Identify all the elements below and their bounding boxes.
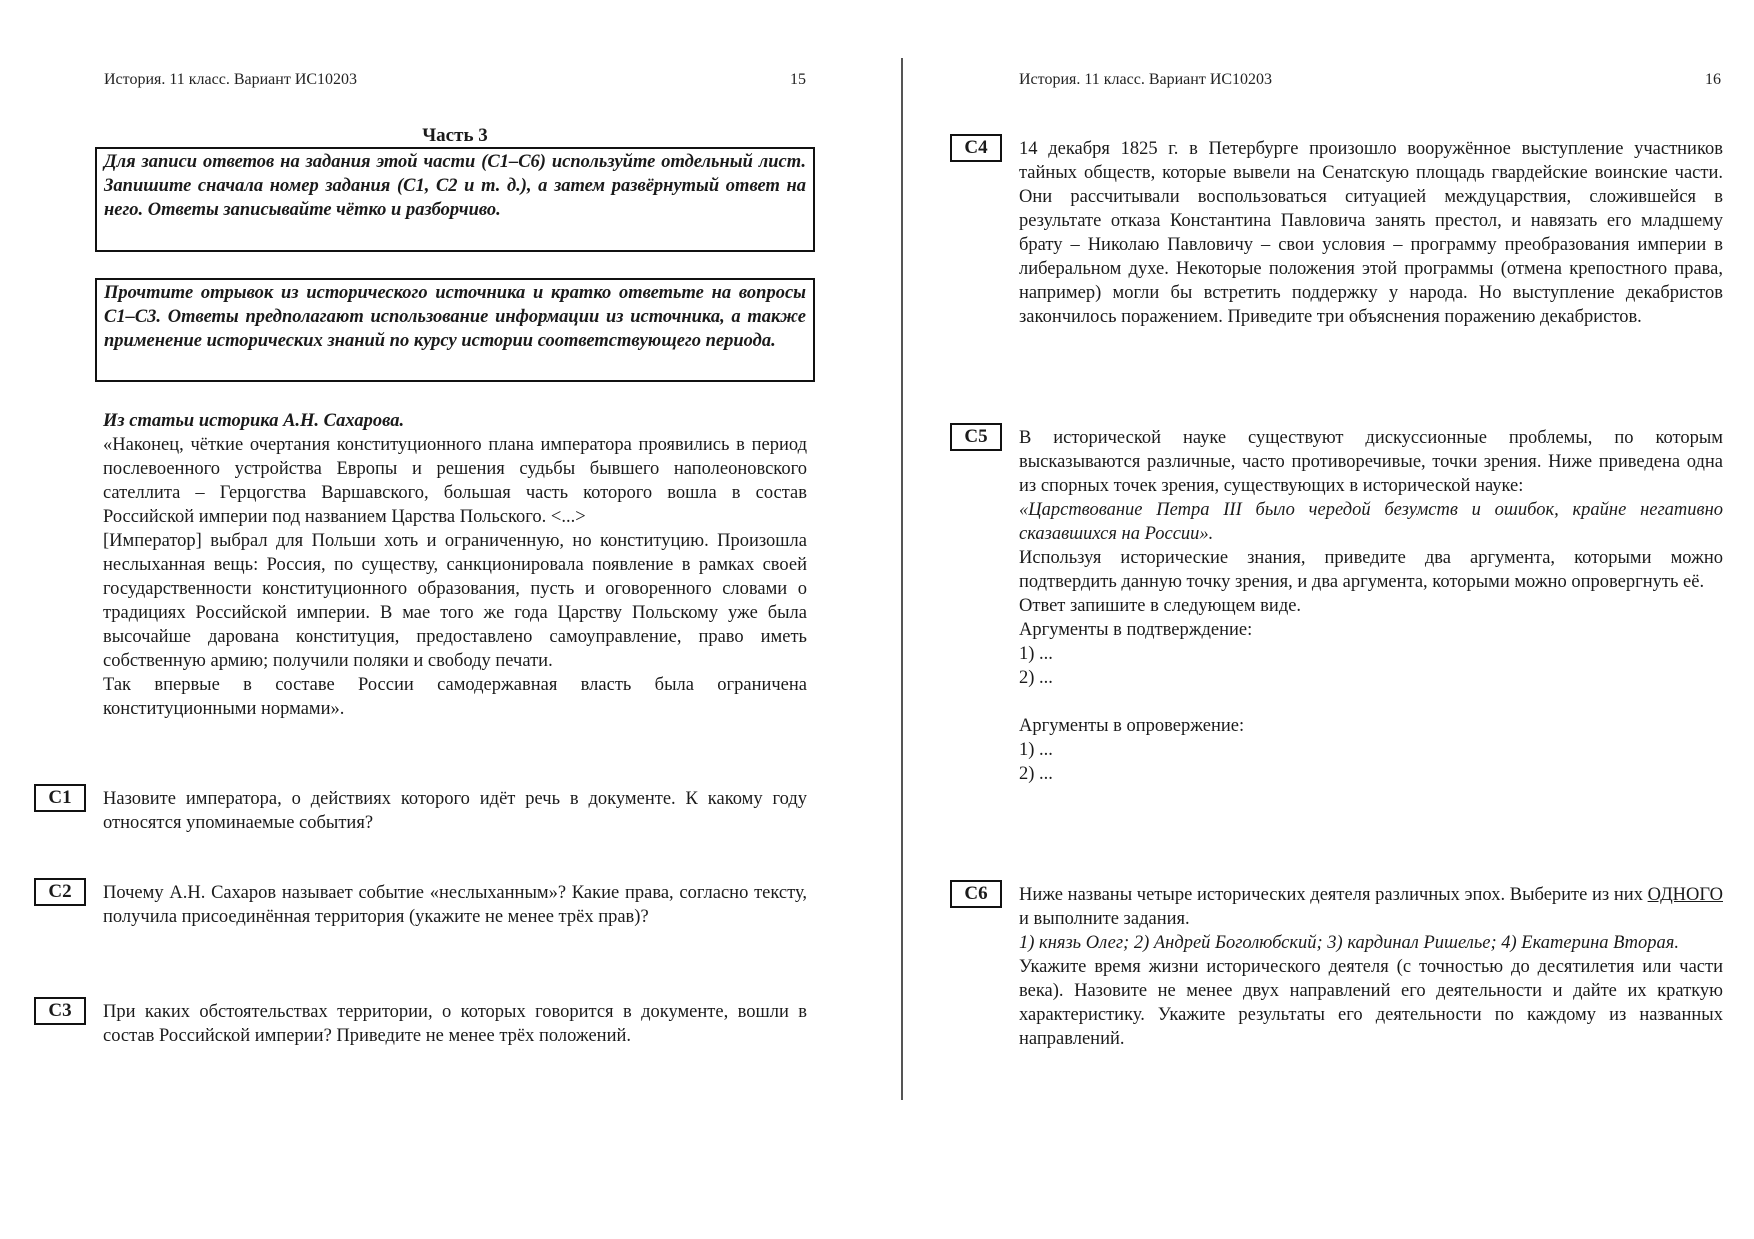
c5-con-1: 1) ... — [1019, 740, 1053, 760]
question-c6-body — [1019, 883, 1723, 1051]
c5-answer-form: Ответ запишите в следующем виде. — [1019, 596, 1302, 616]
c5-pro-2: 2) ... — [1019, 668, 1053, 688]
source-paragraph-3: Так впервые в составе России самодержавная власть была ограничена конституционными нормами». — [103, 675, 807, 719]
left-page-number: 15 — [790, 71, 806, 88]
c6-figures: 1) князь Олег; 2) Андрей Боголюбский; 3) кардинал Ришелье; 4) Екатерина Вторая. — [1019, 933, 1680, 953]
c5-task: Используя исторические знания, приведите два аргумента, которыми можно подтвердить данную точку зрения, и два аргумента, которыми можно опровергнуть её. — [1019, 548, 1723, 592]
question-c1-text: Назовите императора, о действиях которого идёт речь в документе. К какому году относятся упоминаемые события? — [103, 789, 807, 833]
source-title: Из статьи историка А.Н. Сахарова. — [103, 411, 405, 431]
c6-intro — [1019, 883, 1723, 931]
c5-pro-title: Аргументы в подтверждение: — [1019, 620, 1253, 640]
question-c4-text: 14 декабря 1825 г. в Петербурге произошло вооружённое выступление участников тайных обществ, которые вывели на Сенатскую площадь гвардейские воинские части. Они рассчитывали воспользоваться ситуацией междуцарствия, сложившейся в результате отказа Константина Павловича занять престол, и навязать его младшему брату – Николаю Павловичу – свои условия – программу преобразования империи в либеральном духе. Некоторые положения этой программы (отмена крепостного права, например) могли бы встретить поддержку у народа. Но выступление декабристов закончилось поражением. Приведите три объяснения поражению декабристов. — [1019, 139, 1723, 327]
c6-intro-b: и выполните задания. — [1019, 909, 1190, 929]
c5-quote: «Царствование Петра III было чередой безумств и ошибок, крайне негативно сказавшихся на России». — [1019, 500, 1723, 544]
question-c3-text: При каких обстоятельствах территории, о которых говорится в документе, вошли в состав Российской империи? Приведите не менее трёх положений. — [103, 1002, 807, 1046]
question-c6-label: С6 — [950, 880, 1002, 908]
right-page-number: 16 — [1705, 71, 1721, 88]
question-c3-label: С3 — [34, 997, 86, 1025]
left-page-header: История. 11 класс. Вариант ИС10203 — [104, 71, 358, 88]
c5-pro-1: 1) ... — [1019, 644, 1053, 664]
part-title: Часть 3 — [422, 125, 488, 146]
question-c1-label: С1 — [34, 784, 86, 812]
source-excerpt — [103, 409, 807, 721]
right-page-header: История. 11 класс. Вариант ИС10203 — [1019, 71, 1273, 88]
question-c5-body — [1019, 426, 1723, 786]
page-divider — [901, 58, 903, 1100]
c5-con-2: 2) ... — [1019, 764, 1053, 784]
question-c2-text: Почему А.Н. Сахаров называет событие «неслыханным»? Какие права, согласно тексту, получила присоединённая территория (укажите не менее трёх прав)? — [103, 883, 807, 927]
c6-task: Укажите время жизни исторического деятеля (с точностью до десятилетия или части века). Назовите не менее двух направлений его деятельности и дайте их краткую характеристику. Укажите результаты его деятельности по каждому из названных направлений. — [1019, 957, 1723, 1049]
source-paragraph-2: [Император] выбрал для Польши хоть и ограниченную, но конституцию. Произошла неслыханная вещь: Россия, по существу, санкционировала появление в рамках своей государственности конституционного образования, пусть и оговоренного словами о традициях Российской империи. В мае того же года Царству Польскому уже была высочайше дарована конституция, предоставлено самоуправление, право иметь собственную армию; получили поляки и свободу печати. — [103, 531, 807, 671]
instruction-box: Для записи ответов на задания этой части (С1–С6) используйте отдельный лист. Запишите сначала номер задания (С1, С2 и т. д.), а затем развёрнутый ответ на него. Ответы записывайте чётко и разборчиво. — [95, 147, 815, 252]
c6-intro-emphasis: ОДНОГО — [1647, 885, 1723, 905]
question-c5-label: С5 — [950, 423, 1002, 451]
read-source-box: Прочтите отрывок из исторического источника и кратко ответьте на вопросы С1–С3. Ответы предполагают использование информации из источника, а также применение исторических знаний по курсу истории соответствующего периода. — [95, 278, 815, 382]
question-c4-label: С4 — [950, 134, 1002, 162]
c6-intro-a: Ниже названы четыре исторических деятеля различных эпох. Выберите из них — [1019, 885, 1643, 905]
source-paragraph-1: «Наконец, чёткие очертания конституционного плана императора проявились в период послевоенного устройства Европы и решения судьбы бывшего наполеоновского сателлита – Герцогства Варшавского, большая часть которого вошла в состав Российской империи под названием Царства Польского. <...> — [103, 435, 807, 527]
question-c2-label: С2 — [34, 878, 86, 906]
c5-con-title: Аргументы в опровержение: — [1019, 716, 1245, 736]
c5-intro: В исторической науке существуют дискуссионные проблемы, по которым высказываются различные, часто противоречивые, точки зрения. Ниже приведена одна из спорных точек зрения, существующих в исторической науке: — [1019, 428, 1723, 496]
